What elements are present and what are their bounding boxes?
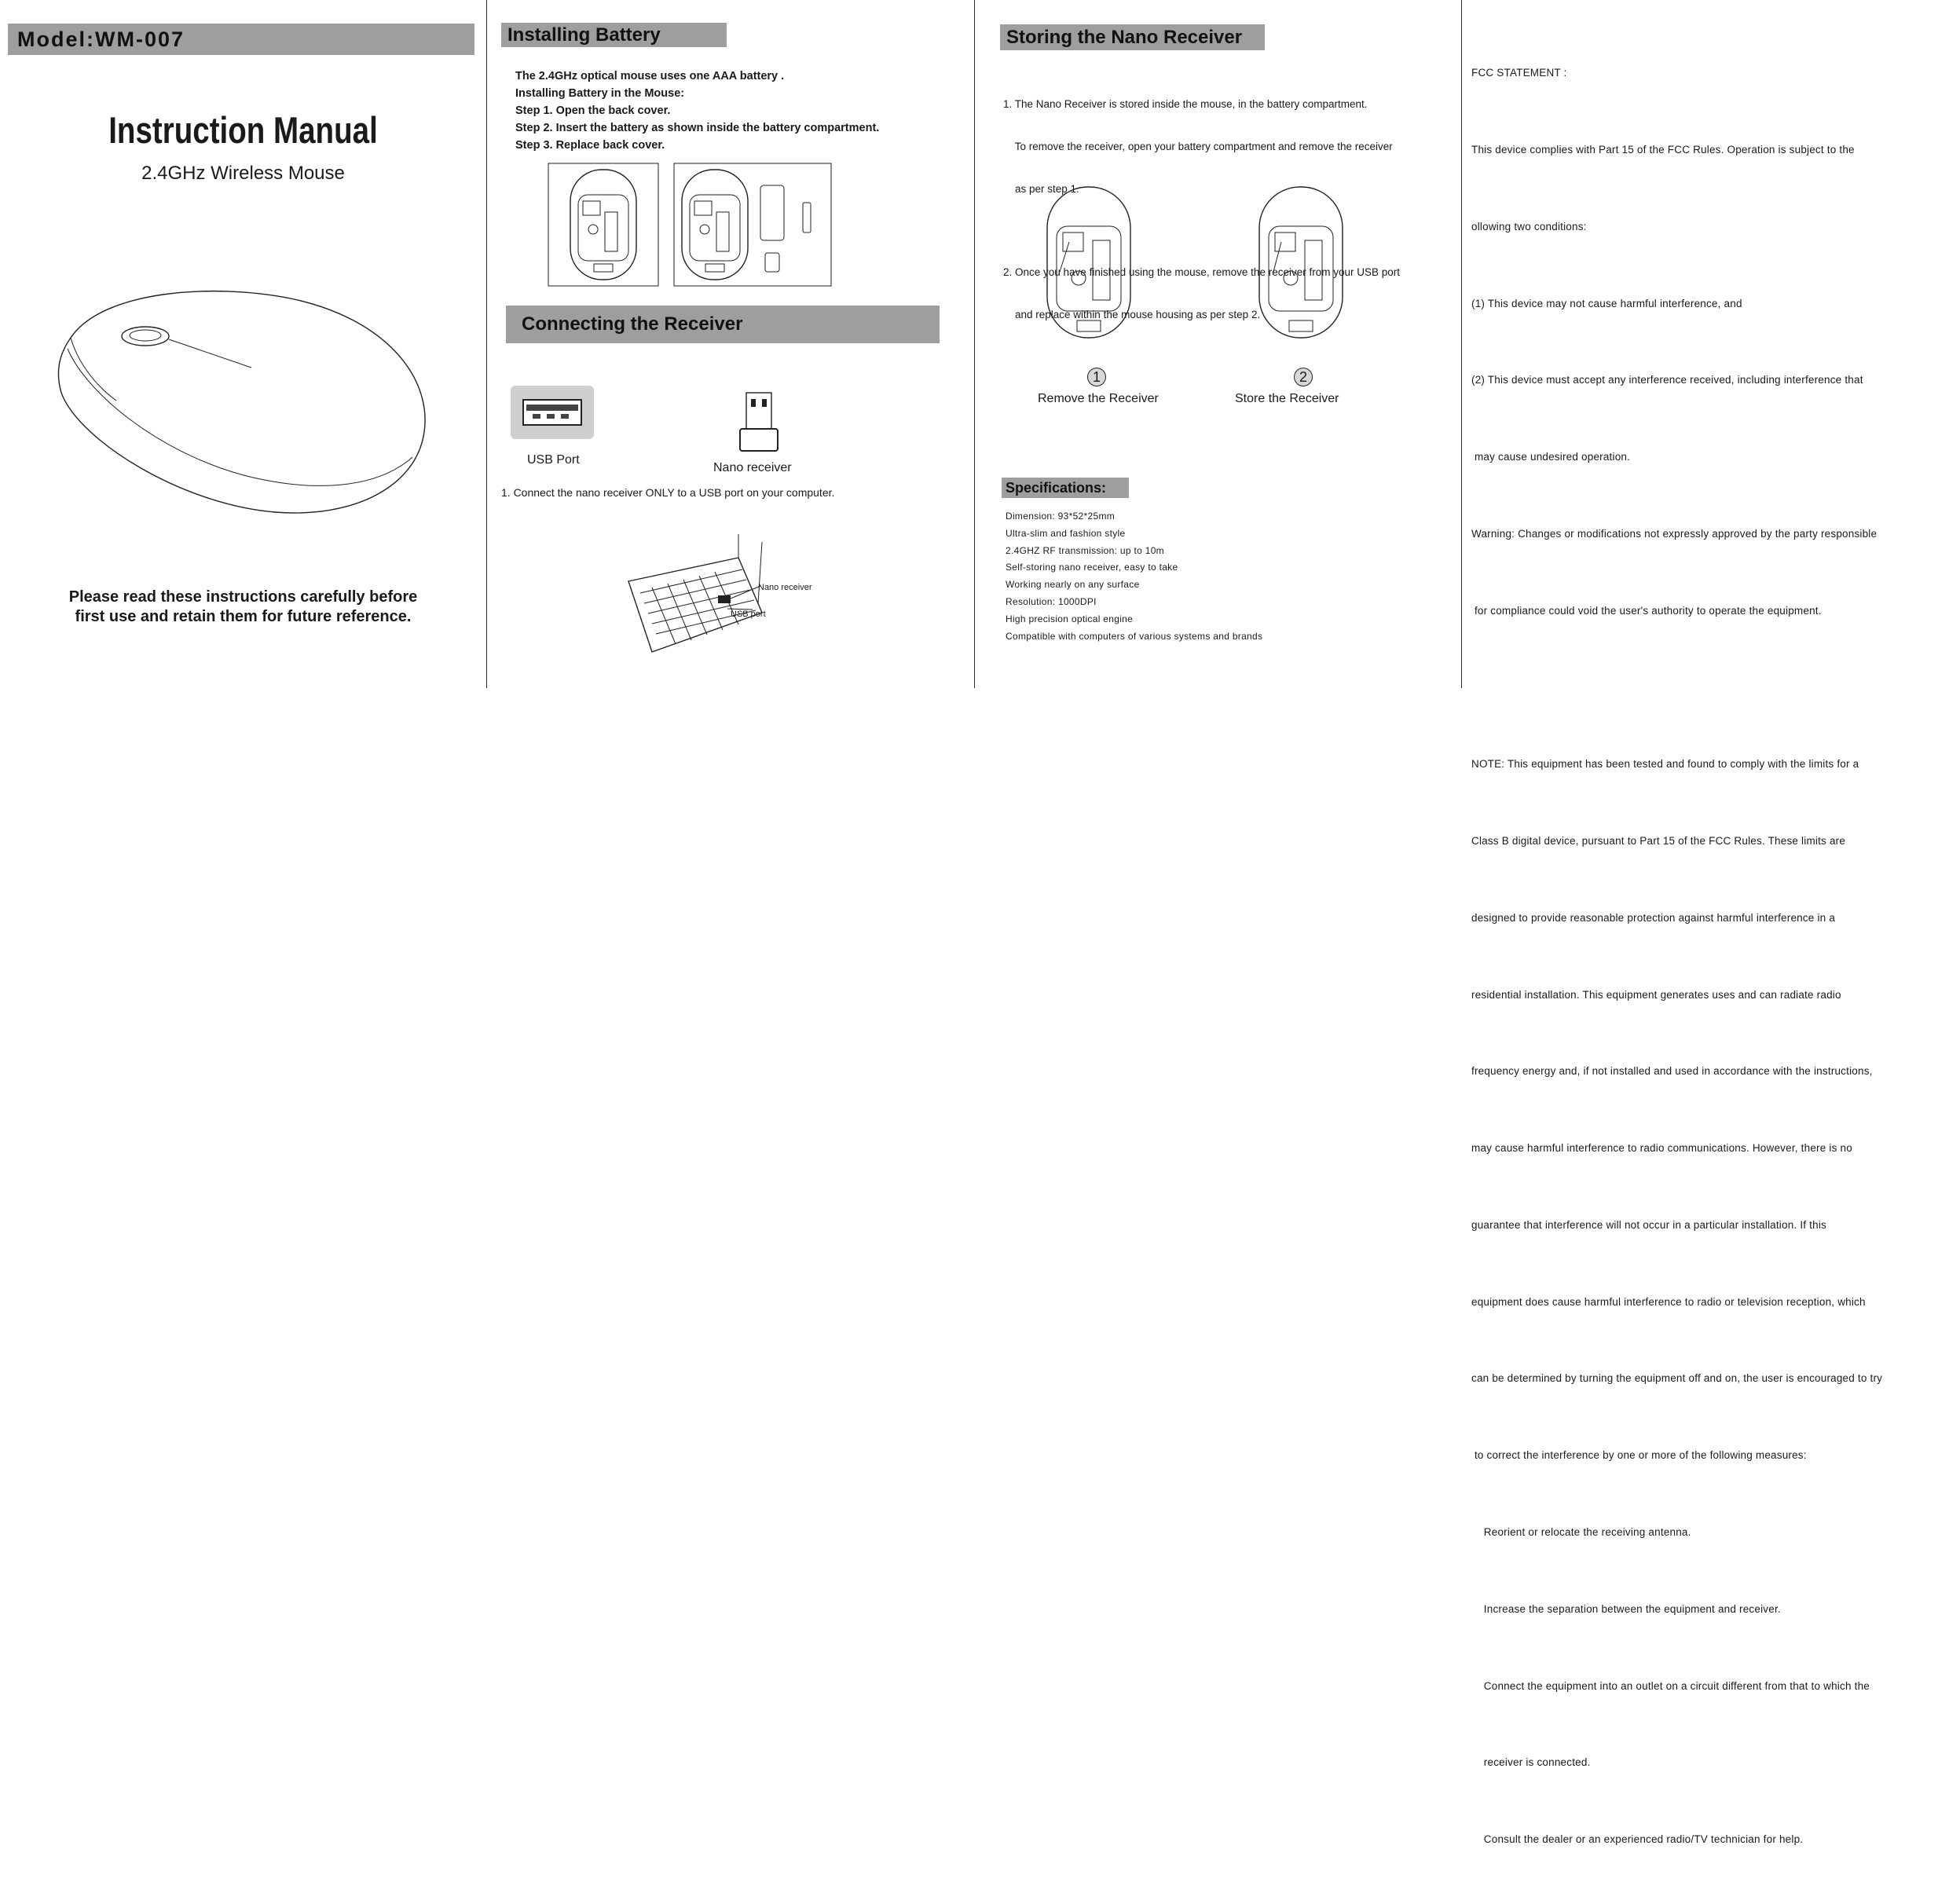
step1-number: 1 (1092, 369, 1101, 385)
battery-line: Step 1. Open the back cover. (515, 104, 671, 117)
storing-line: 1. The Nano Receiver is stored inside the mouse, in the battery compartment. (1003, 98, 1368, 110)
spec-item: Working nearly on any surface (1006, 579, 1140, 591)
battery-instructions (515, 68, 879, 154)
spec-item: Self-storing nano receiver, easy to take (1006, 562, 1178, 573)
storage-diagram (1046, 185, 1391, 341)
spec-item: Resolution: 1000DPI (1006, 595, 1097, 607)
fcc-line: can be determined by turning the equipment off and on, the user is encouraged to try (1471, 1372, 1883, 1385)
fcc-line: This device complies with Part 15 of the FCC Rules. Operation is subject to the (1471, 143, 1855, 156)
usb-port-label: USB Port (527, 453, 580, 467)
storing-line: as per step 1. (1003, 183, 1079, 195)
fcc-line: to correct the interference by one or more of the following measures: (1471, 1449, 1807, 1462)
fcc-line: equipment does cause harmful interference to radio or television reception, which (1471, 1295, 1866, 1308)
fcc-line: Class B digital device, pursuant to Part 15 of the FCC Rules. These limits are (1471, 835, 1846, 847)
step1-caption: Remove the Receiver (1038, 392, 1159, 405)
storing-heading (1000, 24, 1265, 50)
fcc-line: Increase the separation between the equipment and receiver. (1471, 1602, 1781, 1615)
installation-panel (487, 0, 974, 688)
battery-line: The 2.4GHz optical mouse uses one AAA battery . (515, 70, 785, 82)
fcc-line: Warning: Changes or modifications not expressly approved by the party responsible (1471, 527, 1878, 540)
fcc-line: Consult the dealer or an experienced radio/TV technician for help. (1471, 1833, 1804, 1846)
fcc-line: (2) This device must accept any interference received, including interference that (1471, 374, 1863, 386)
fcc-line: designed to provide reasonable protection against harmful interference in a (1471, 911, 1836, 924)
nano-receiver-icon (737, 391, 781, 454)
fcc-line: Connect the equipment into an outlet on a circuit different from that to which the (1471, 1679, 1870, 1692)
storing-panel (975, 0, 1461, 688)
connect-instruction: 1. Connect the nano receiver ONLY to a USB port on your computer. (501, 486, 835, 499)
product-subtitle: 2.4GHz Wireless Mouse (141, 163, 345, 184)
spec-item: Dimension: 93*52*25mm (1006, 511, 1116, 522)
spec-list (1006, 508, 1262, 645)
step2-number: 2 (1299, 369, 1307, 385)
laptop-usb-callout: USB port (731, 610, 766, 619)
battery-diagram (548, 163, 894, 287)
receiver-heading-text: Connecting the Receiver (522, 313, 743, 335)
storing-heading-text: Storing the Nano Receiver (1006, 27, 1243, 48)
storing-line: 2. Once you have finished using the mouse, remove the receiver from your USB port (1003, 266, 1400, 278)
spec-item: Compatible with computers of various systems and brands (1006, 630, 1263, 642)
notice-line: first use and retain them for future reference. (75, 608, 412, 625)
step1-number-badge (1087, 368, 1106, 386)
battery-heading-text: Installing Battery (507, 24, 661, 46)
laptop-nano-callout: Nano receiver (758, 583, 812, 592)
spec-item: 2.4GHZ RF transmission: up to 10m (1006, 544, 1164, 556)
fcc-line: FCC STATEMENT : (1471, 67, 1567, 79)
fcc-line (1471, 675, 1882, 701)
nano-receiver-label: Nano receiver (713, 461, 792, 474)
mouse-illustration (55, 283, 440, 518)
fcc-line: may cause harmful interference to radio communications. However, there is no (1471, 1142, 1852, 1155)
spec-heading-text: Specifications: (1006, 480, 1107, 496)
fcc-line: frequency energy and, if not installed and used in accordance with the instructions, (1471, 1065, 1873, 1078)
battery-line: Step 3. Replace back cover. (515, 139, 665, 152)
fcc-line: may cause undesired operation. (1471, 451, 1631, 463)
fcc-line: ollowing two conditions: (1471, 220, 1587, 233)
step2-caption: Store the Receiver (1235, 392, 1339, 405)
fcc-line: NOTE: This equipment has been tested and found to comply with the limits for a (1471, 758, 1859, 771)
manual-title: Instruction Manual (108, 109, 378, 151)
notice-line: Please read these instructions carefully before (68, 588, 418, 606)
fcc-line: receiver is connected. (1471, 1756, 1591, 1769)
battery-line: Step 2. Insert the battery as shown inside the battery compartment. (515, 122, 880, 134)
battery-line: Installing Battery in the Mouse: (515, 87, 685, 100)
receiver-heading (506, 306, 940, 343)
fcc-line: guarantee that interference will not occur in a particular installation. If this (1471, 1218, 1826, 1231)
fcc-line: (1) This device may not cause harmful interference, and (1471, 297, 1742, 309)
battery-heading (501, 23, 727, 47)
fcc-line: for compliance could void the user's authority to operate the equipment. (1471, 604, 1822, 617)
cover-panel (0, 0, 486, 688)
laptop-illustration (621, 534, 770, 668)
read-instructions-notice (0, 588, 486, 627)
fcc-line: Reorient or relocate the receiving antenna. (1471, 1526, 1691, 1539)
spec-item: High precision optical engine (1006, 613, 1134, 624)
storing-line: and replace within the mouse housing as per step 2. (1003, 309, 1261, 320)
step2-number-badge (1294, 368, 1313, 386)
fcc-line: residential installation. This equipment generates uses and can radiate radio (1471, 988, 1841, 1001)
model-bar (8, 24, 474, 55)
fcc-panel (1462, 0, 1949, 1846)
fcc-statement (1471, 9, 1882, 1904)
spec-item: Ultra-slim and fashion style (1006, 527, 1126, 539)
model-label: Model:WM-007 (17, 27, 185, 51)
usb-port-icon (511, 386, 594, 439)
spec-heading (1002, 478, 1129, 498)
storing-line: To remove the receiver, open your battery compartment and remove the receiver (1003, 141, 1393, 152)
